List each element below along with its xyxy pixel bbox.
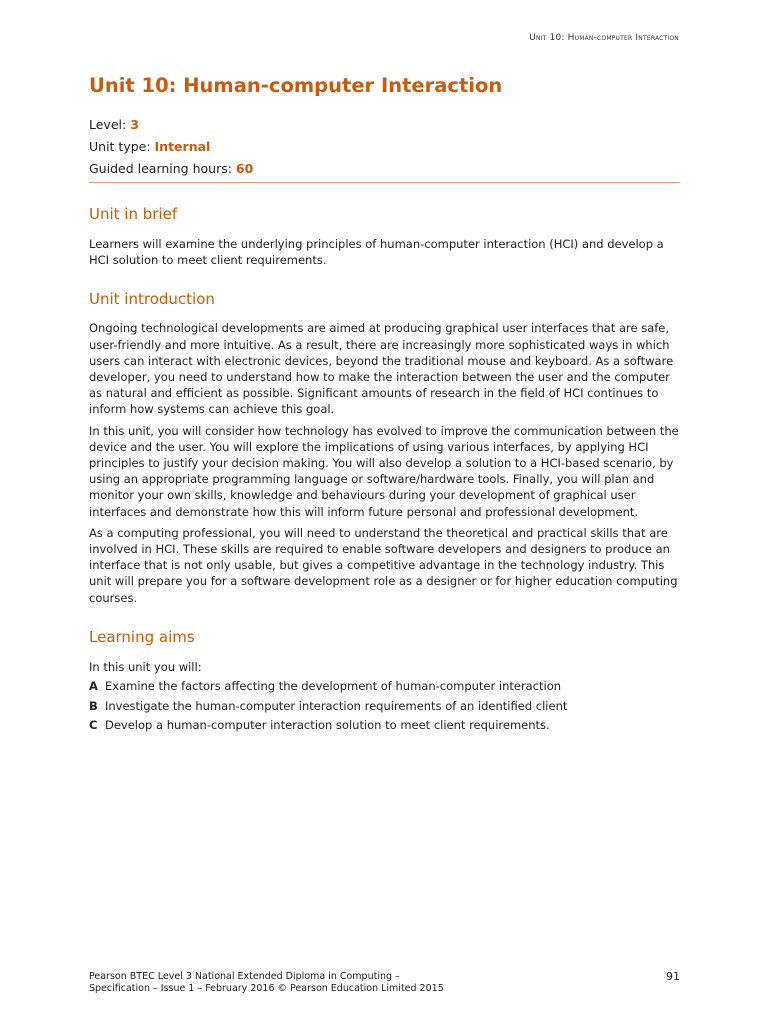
unit-meta — [89, 114, 680, 180]
guided-hours-value: 60 — [235, 161, 254, 176]
guided-hours-label: Guided learning hours: — [89, 161, 236, 176]
section-heading-unit-in-brief: Unit in brief — [89, 205, 178, 223]
level-row — [89, 114, 680, 136]
aim-letter: A — [89, 679, 98, 694]
unit-in-brief-text: Learners will examine the underlying principles of human-computer interaction (HCI) and develop a HCI solution to meet client requirements. — [89, 237, 664, 268]
page-number: 91 — [666, 970, 680, 983]
section-heading-unit-introduction: Unit introduction — [89, 290, 215, 309]
divider — [89, 182, 680, 183]
intro-paragraph: Ongoing technological developments are aimed at producing graphical user interfaces that are safe, user-friendly and more intuitive. As a result, there are increasingly more sophisticated ways in which users can interact with electronic devices, beyond the traditional mouse and keyboard. As a software developer, you need to understand how to make the interaction between the user and the computer as natural and efficient as possible. Significant amounts of research in the field of HCI continues to inform how systems can achieve this goal. — [89, 321, 674, 417]
running-header: Unit 10: Human-computer Interaction — [529, 33, 679, 43]
level-label: Level: — [89, 117, 131, 132]
aim-text: Examine the factors affecting the development of human-computer interaction — [105, 679, 562, 694]
learning-aim-item — [89, 716, 680, 736]
guided-hours-row — [89, 158, 680, 180]
learning-aims-list — [89, 677, 680, 736]
unit-type-row — [89, 136, 680, 158]
footer-line-1: Pearson BTEC Level 3 National Extended Diploma in Computing – — [89, 971, 400, 982]
document-body — [89, 70, 680, 736]
aim-letter: C — [89, 718, 98, 733]
page-footer — [89, 971, 680, 995]
aim-text: Develop a human-computer interaction solution to meet client requirements. — [105, 718, 550, 733]
page-title: Unit 10: Human-computer Interaction — [89, 74, 503, 97]
unit-type-value: Internal — [154, 139, 211, 154]
learning-aims-intro: In this unit you will: — [89, 659, 202, 674]
learning-aim-item — [89, 697, 680, 717]
aim-letter: B — [89, 698, 98, 713]
aim-text: Investigate the human-computer interaction requirements of an identified client — [105, 698, 568, 713]
unit-type-label: Unit type: — [89, 139, 155, 154]
footer-line-2: Specification – Issue 1 – February 2016 © Pearson Education Limited 2015 — [89, 983, 444, 994]
intro-paragraph: As a computing professional, you will need to understand the theoretical and practical skills that are involved in HCI. These skills are required to enable software developers and designers to produce an interface that is not only usable, but gives a competitive advantage in the technology industry. This unit will prepare you for a software development role as a designer or for higher education computing courses. — [89, 525, 678, 605]
intro-paragraph: In this unit, you will consider how technology has evolved to improve the communication between the device and the user. You will explore the implications of using various interfaces, by applying HCI principles to justify your decision making. You will also develop a solution to a HCI-based scenario, by using an appropriate programming language or software/hardware tools. Finally, you will plan and monitor your own skills, knowledge and behaviours during your development of graphical user interfaces and demonstrate how this will inform future personal and professional development. — [89, 423, 679, 519]
section-heading-learning-aims: Learning aims — [89, 627, 195, 646]
learning-aim-item — [89, 677, 680, 697]
level-value: 3 — [130, 117, 139, 132]
